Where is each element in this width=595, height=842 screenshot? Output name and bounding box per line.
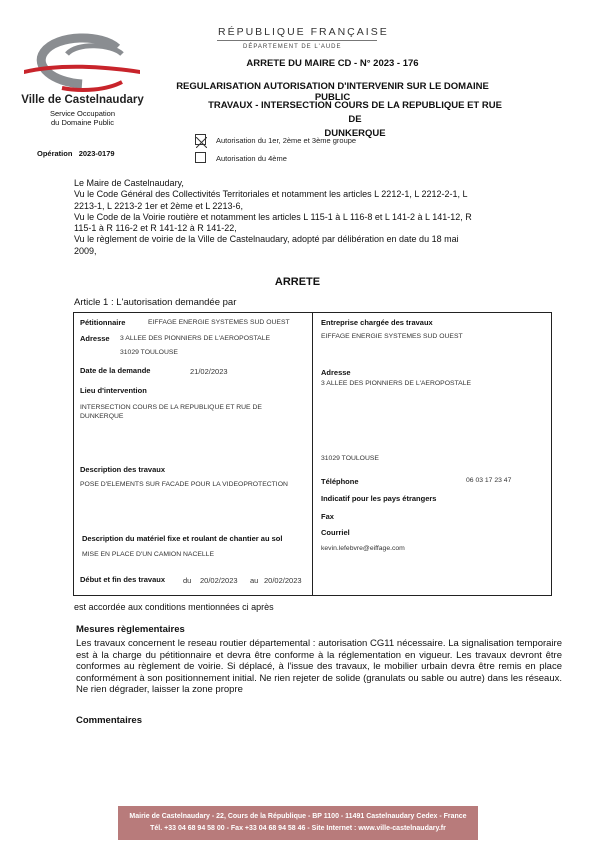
preamble-line: 115-1 à R 116-2 et R 141-12 à R 141-22, (74, 223, 237, 234)
preamble-line: 2213-1, L 2213-2 1er et 2ème et L 2213-6, (74, 200, 243, 211)
request-date-value: 21/02/2023 (190, 367, 228, 376)
operation-number (37, 149, 115, 158)
department-title: DÉPARTEMENT DE L'AUDE (243, 44, 342, 50)
address-line-2: 31029 TOULOUSE (120, 349, 178, 356)
decree-title: ARRETE DU MAIRE CD - N° 2023 - 176 (246, 58, 419, 69)
town-name: Ville de Castelnaudary (21, 94, 144, 106)
decree-subtitle: REGULARISATION AUTORISATION D'INTERVENIR SUR LE DOMAINE PUBLIC (176, 81, 489, 103)
service-line-2: du Domaine Public (51, 118, 114, 127)
town-logo (22, 30, 142, 100)
works-title-line-2: DUNKERQUE (324, 128, 386, 139)
dates-start: 20/02/2023 (200, 576, 238, 585)
dates-from: du (183, 576, 192, 585)
equipment-value: MISE EN PLACE D'UN CAMION NACELLE (82, 551, 214, 558)
dates-label: Début et fin des travaux (80, 575, 166, 584)
works-title (205, 99, 505, 141)
service-line-1: Service Occupation (49, 109, 116, 118)
preamble-line: Vu le Code Général des Collectivités Territoriales et notamment les articles L 2212-1, L 2212-2-1, L (74, 189, 468, 200)
preamble-line: 2009, (74, 245, 97, 256)
footer-contact: Tél. +33 04 68 94 58 00 - Fax +33 04 68 94 58 46 - Site Internet : www.ville-castelnaudary.fr (150, 825, 446, 832)
commentaires-heading: Commentaires (76, 715, 142, 726)
phone-label: Téléphone (321, 477, 359, 486)
preamble-line: Le Maire de Castelnaudary, (74, 178, 184, 188)
check-mark-icon (196, 137, 207, 148)
location-value-line-1: INTERSECTION COURS DE LA REPUBLIQUE ET RUE DE (80, 404, 262, 411)
email-value: kevin.lefebvre@eiffage.com (321, 545, 405, 552)
mesures-heading: Mesures règlementaires (76, 624, 185, 635)
works-title-line-1: TRAVAUX - INTERSECTION COURS DE LA REPUBLIQUE ET RUE DE (208, 100, 502, 125)
location-label: Lieu d'intervention (80, 386, 147, 395)
works-description-label: Description des travaux (80, 465, 166, 474)
fax-label: Fax (321, 512, 334, 521)
preamble-line: Vu le Code de la Voirie routière et notamment les articles L 115-1 à L 116-8 et L 141-2 à L 141-12, R (74, 211, 472, 222)
checkbox-group-4[interactable] (195, 152, 206, 163)
dates-end: 20/02/2023 (264, 576, 302, 585)
checkbox-group-1-3[interactable] (195, 134, 206, 145)
checkbox-label-group-4: Autorisation du 4ème (216, 154, 287, 163)
dates-to: au (250, 576, 259, 585)
checkbox-label-group-1-3: Autorisation du 1er, 2ème et 3ème groupe (216, 136, 357, 145)
header-rule (217, 40, 377, 41)
request-date-label: Date de la demande (80, 366, 151, 375)
operation-label: Opération (37, 149, 73, 158)
operation-value: 2023-0179 (78, 149, 115, 158)
form-divider (312, 312, 313, 596)
address-line-1: 3 ALLEE DES PIONNIERS DE L'AEROPOSTALE (120, 335, 271, 342)
email-label: Courriel (321, 528, 350, 537)
service-name (20, 109, 145, 127)
granted-conditions: est accordée aux conditions mentionnées ci après (74, 602, 274, 612)
address-label: Adresse (80, 334, 110, 343)
republic-title: RÉPUBLIQUE FRANÇAISE (218, 26, 389, 38)
foreign-code-label: Indicatif pour les pays étrangers (321, 494, 437, 503)
equipment-label: Description du matériel fixe et roulant de chantier au sol (82, 534, 283, 543)
works-description-value: POSE D'ELEMENTS SUR FACADE POUR LA VIDEOPROTECTION (80, 481, 288, 488)
mesures-text: Les travaux concernent le reseau routier départemental : autorisation CG11 nécessaire. La signalisation temporaire est à la charge du pétitionnaire et devra être conforme à la réglementation en vigueur. Les travaux devront être conformes au règlement de voirie. Si déplacé, à l'issue des travaux, le mobilier urbain devra être remis en place conformément à son positionnement initial. Ne rien rejeter de solide (granulats ou sable ou autre) dans les réseaux. Ne rien dégrader, laisser la zone propre (76, 638, 562, 695)
article-1: Article 1 : L'autorisation demandée par (74, 297, 237, 308)
preamble (74, 178, 472, 257)
petitioner-label: Pétitionnaire (80, 318, 126, 327)
company-city: 31029 TOULOUSE (321, 455, 379, 462)
company-address-line-1: 3 ALLEE DES PIONNIERS DE L'AEROPOSTALE (321, 380, 472, 387)
footer-band (118, 806, 478, 840)
company-value: EIFFAGE ENERGIE SYSTEMES SUD OUEST (321, 333, 463, 340)
preamble-line: Vu le règlement de voirie de la Ville de Castelnaudary, adopté par délibération en date du 18 mai (74, 234, 459, 245)
petitioner-value: EIFFAGE ENERGIE SYSTEMES SUD OUEST (148, 319, 290, 326)
company-address-label: Adresse (321, 368, 351, 377)
location-value-line-2: DUNKERQUE (80, 413, 124, 420)
company-label: Entreprise chargée des travaux (321, 318, 433, 327)
arrete-heading: ARRETE (274, 276, 321, 288)
footer-address: Mairie de Castelnaudary - 22, Cours de la République - BP 1100 - 11491 Castelnaudary Cedex - France (129, 813, 467, 820)
phone-value: 06 03 17 23 47 (466, 477, 512, 484)
